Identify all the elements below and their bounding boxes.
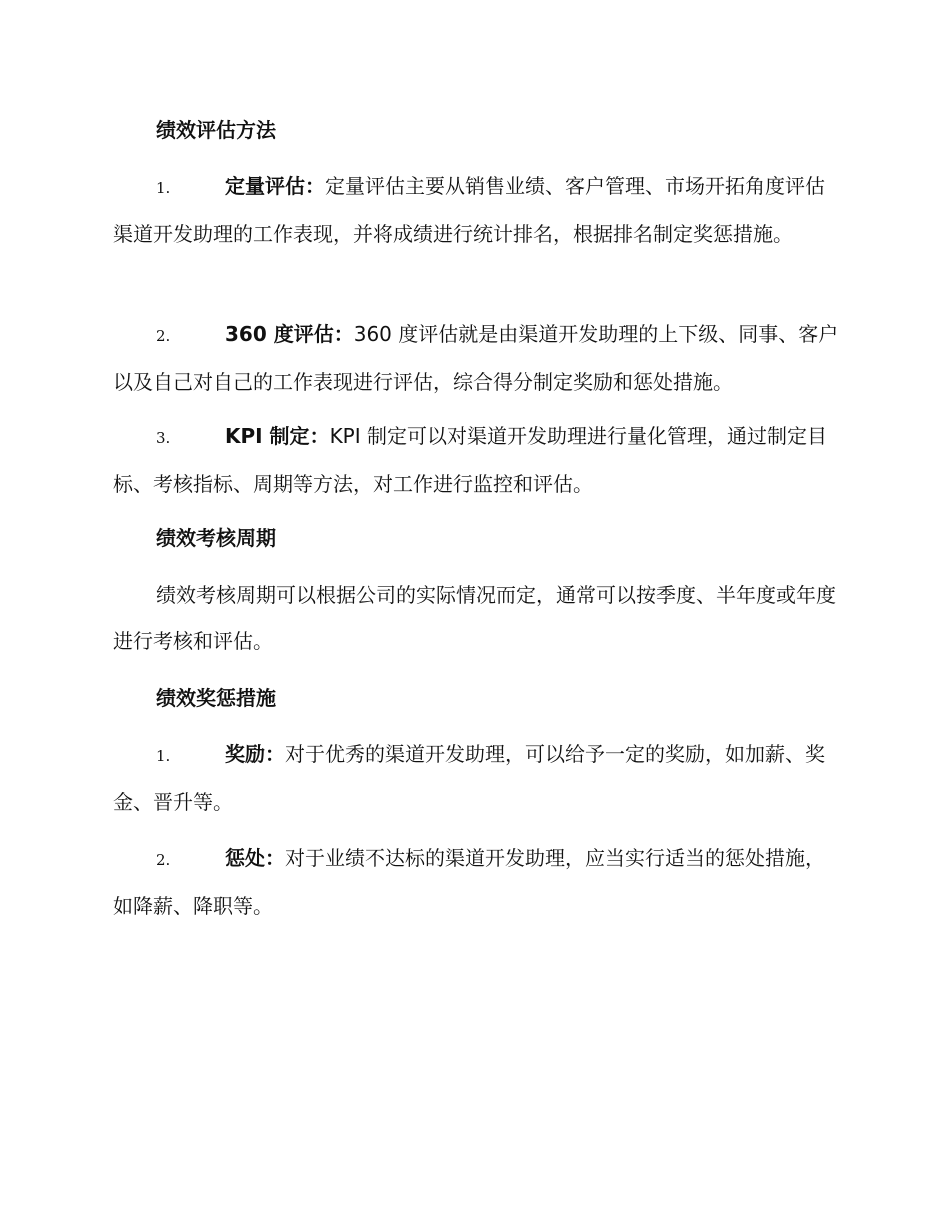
list-term: KPI 制定： <box>225 424 330 448</box>
list-item-penalty <box>113 835 843 929</box>
list-text: 360 度评估就是由渠道开发助理的上下级、同事、客户以及自己对自己的工作表现进行评估，综合得分制定奖励和惩处措施。 <box>113 322 839 394</box>
section-heading-rewards-penalties: 绩效奖惩措施 <box>156 686 276 710</box>
section-heading-evaluation-methods: 绩效评估方法 <box>156 118 276 142</box>
section-heading-review-cycle: 绩效考核周期 <box>156 526 276 550</box>
list-text: 定量评估主要从销售业绩、客户管理、市场开拓角度评估渠道开发助理的工作表现，并将成绩进行统计排名，根据排名制定奖惩措施。 <box>113 174 825 246</box>
list-number: 1. <box>156 747 171 765</box>
list-text: KPI 制定可以对渠道开发助理进行量化管理，通过制定目标、考核指标、周期等方法，对工作进行监控和评估。 <box>113 424 827 496</box>
list-term: 奖励： <box>225 742 285 766</box>
list-term: 惩处： <box>225 846 285 870</box>
paragraph-review-cycle: 绩效考核周期可以根据公司的实际情况而定，通常可以按季度、半年度或年度进行考核和评估。 <box>113 583 836 653</box>
list-item-kpi <box>113 413 843 507</box>
list-item-quantitative-evaluation <box>113 163 843 257</box>
list-item-360-evaluation <box>113 311 843 405</box>
list-term: 定量评估： <box>225 174 325 198</box>
list-term: 360 度评估： <box>225 322 354 346</box>
list-item-reward <box>113 731 843 825</box>
list-number: 3. <box>156 429 171 447</box>
list-text: 对于业绩不达标的渠道开发助理，应当实行适当的惩处措施，如降薪、降职等。 <box>113 846 825 918</box>
list-text: 对于优秀的渠道开发助理，可以给予一定的奖励，如加薪、奖金、晋升等。 <box>113 742 825 814</box>
list-number: 2. <box>156 851 171 869</box>
list-number: 1. <box>156 179 171 197</box>
list-number: 2. <box>156 327 171 345</box>
